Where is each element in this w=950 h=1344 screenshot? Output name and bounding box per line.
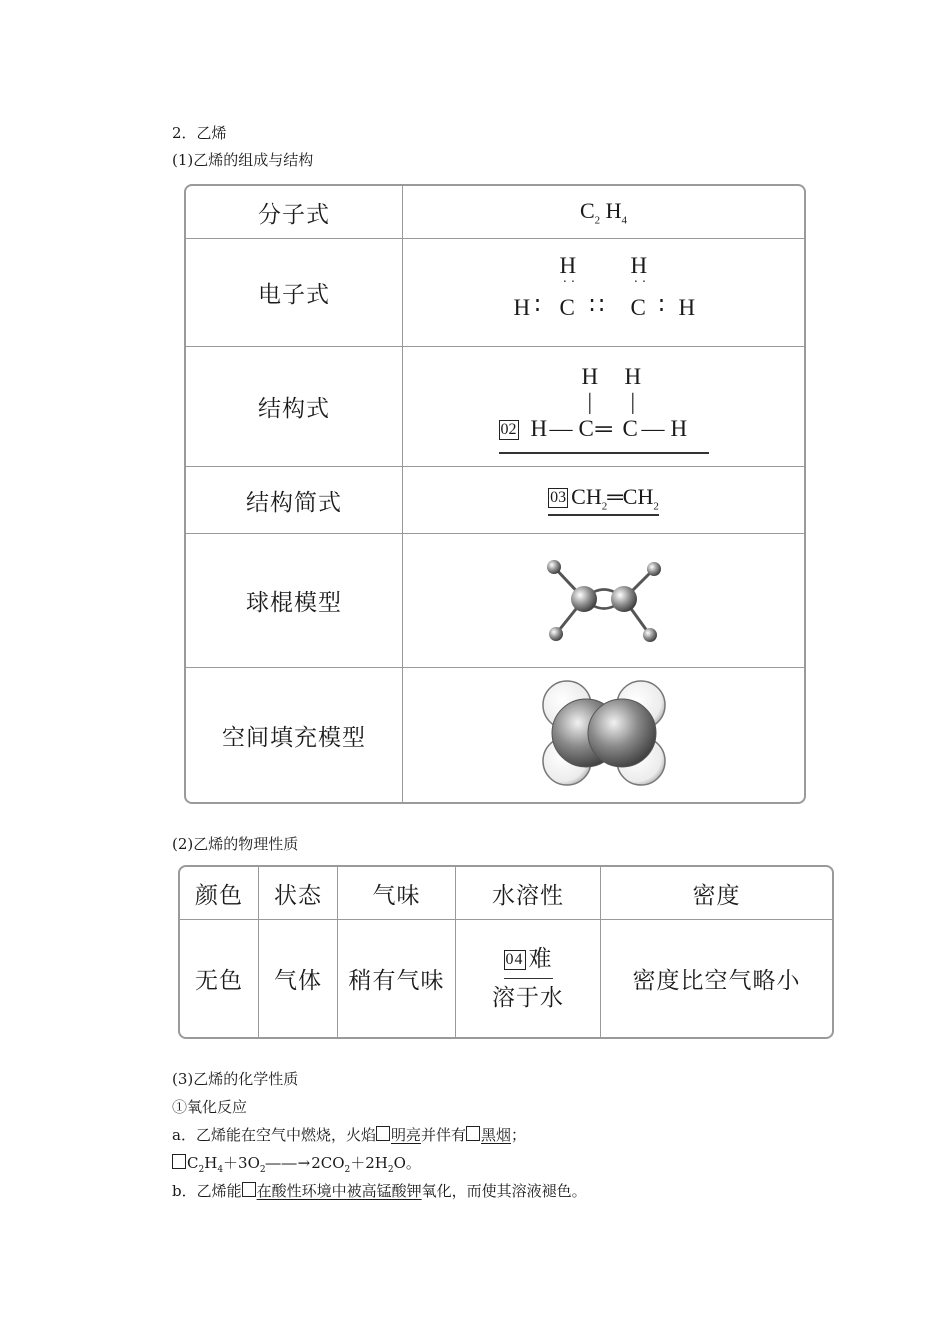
answer-blank [172, 1154, 186, 1169]
molecular-formula: $C_2$ $H_4$ [403, 186, 804, 239]
subsection-physical-title: (2)乙烯的物理性质 [172, 835, 299, 853]
structural-formula: H H | | 02 H — C ═ C — H [403, 347, 804, 467]
cell-solubility: 04 难 溶于水 [456, 920, 601, 1037]
row-label: 空间填充模型 [186, 668, 403, 802]
condensed-formula: 03 $CH_2═CH_2$ [403, 467, 804, 534]
table-row [186, 186, 804, 239]
subsection-chemical-title: (3)乙烯的化学性质 [172, 1070, 299, 1088]
cell-color: 无色 [180, 920, 259, 1037]
table-row [186, 534, 804, 668]
table-row [186, 668, 804, 802]
line-a: a．乙烯能在空气中燃烧，火焰 明亮并伴有 黑烟； [172, 1126, 527, 1144]
answer-blank [242, 1182, 256, 1197]
row-label: 分子式 [186, 186, 403, 239]
table-row [186, 347, 804, 467]
structure-table [184, 184, 806, 804]
table-row [180, 920, 832, 1037]
answer-blank [466, 1126, 480, 1141]
combustion-equation: $C_2H_4+3O_2――\to 2CO_2+2H_2O$。 [172, 1153, 421, 1180]
row-label: 结构简式 [186, 467, 403, 534]
row-label: 电子式 [186, 239, 403, 347]
row-label: 结构式 [186, 347, 403, 467]
answer-blank [376, 1126, 390, 1141]
answer-blank-03: 03 [550, 488, 567, 506]
space-filling-model [403, 668, 804, 802]
header-odor: 气味 [338, 867, 456, 920]
answer-blank-04: 04 [505, 951, 524, 968]
line-b: b．乙烯能 在酸性环境中被高锰酸钾氧化，而使其溶液褪色。 [172, 1182, 587, 1200]
electron-formula: H H · · · · H ∶ C ∷ C ∶ H [403, 239, 804, 347]
section-heading: 2．乙烯 [172, 124, 227, 142]
space-filling-model-image [539, 677, 669, 789]
cell-density: 密度比空气略小 [632, 968, 801, 994]
cell-state: 气体 [259, 920, 338, 1037]
table-row [186, 239, 804, 347]
subsection-structure-title: (1)乙烯的组成与结构 [172, 151, 314, 169]
ball-stick-model-image [534, 544, 674, 654]
ball-stick-model [403, 534, 804, 668]
header-color: 颜色 [180, 867, 259, 920]
header-density: 密度 [601, 867, 832, 920]
answer-blank-02: 02 [500, 420, 517, 438]
header-state: 状态 [259, 867, 338, 920]
table-row [186, 467, 804, 534]
oxidation-title: ①氧化反应 [172, 1098, 248, 1116]
row-label: 球棍模型 [186, 534, 403, 668]
table-header-row [180, 867, 832, 920]
header-solubility: 水溶性 [456, 867, 601, 920]
physical-properties-table [178, 865, 834, 1039]
cell-odor: 稍有气味 [338, 920, 456, 1037]
